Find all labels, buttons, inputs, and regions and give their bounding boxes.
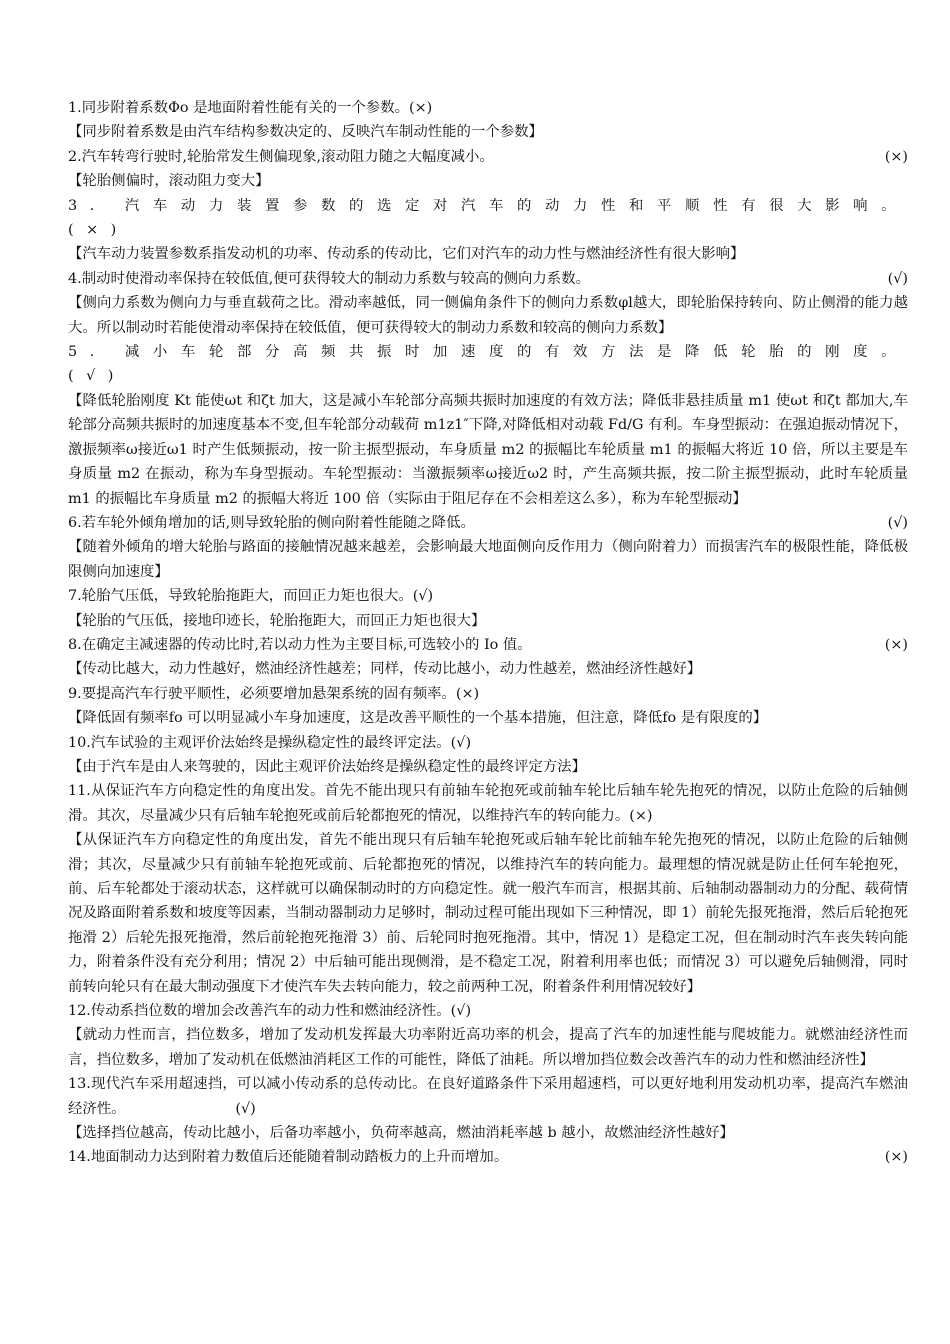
answer-text: 【选择挡位越高，传动比越小，后备功率越小，负荷率越高，燃油消耗率越 b 越小，故燃油经济性越好】 <box>68 1125 734 1142</box>
answer-text: 【由于汽车是由人来驾驶的，因此主观评价法始终是操纵稳定性的最终评定方法】 <box>68 758 587 775</box>
item-12 <box>68 999 908 1072</box>
item-3 <box>68 194 908 267</box>
answer-text: 【从保证汽车方向稳定性的角度出发，首先不能出现只有后轴车轮抱死或后轴车轮比前轴车轮先抱死的情况，以防止危险的后轴侧滑；其次，尽量减少只有前轴车轮抱死或前、后轮都抱死的情况，以维持汽车的转向能力。最理想的情况就是防止任何车轮抱死，前、后车轮都处于滚动状态，这样就可以确保制动时的方向稳定性。就一般汽车而言，根据其前、后轴制动器制动力的分配、载荷情况及路面附着系数和坡度等因素，当制动器制动力足够时，制动过程可能出现如下三种情况，即 1）前轮先报死拖滑，然后后轮抱死拖滑 2）后轮先报死拖滑，然后前轮抱死拖滑 3）前、后轮同时抱死拖滑。其中，情况 1）是稳定工况，但在制动时汽车丧失转向能力，附着条件没有充分利用；情况 2）中后轴可能出现侧滑，是不稳定工况，附着利用率也低；而情况 3）可以避免后轴侧滑，同时前转向轮只有在最大制动强度下才使汽车失去转向能力，较之前两种工况，附着条件利用情况较好】 <box>68 832 908 995</box>
question-text: 13.现代汽车采用超速挡，可以减小传动系的总传动比。在良好道路条件下采用超速档，可以更好地利用发动机功率，提高汽车燃油经济性。 (√) <box>68 1076 908 1117</box>
item-1 <box>68 96 908 145</box>
question-text: 3. 汽车动力装置参数的选定对汽车的动力性和平顺性有很大影响。(×) <box>68 197 908 239</box>
document-page <box>68 96 908 1170</box>
question-text: 8.在确定主减速器的传动比时,若以动力性为主要目标,可选较小的 Io 值。 <box>68 636 532 653</box>
answer-text: 【随着外倾角的增大轮胎与路面的接触情况越来越差，会影响最大地面侧向反作用力（侧向附着力）而损害汽车的极限性能，降低极限侧向加速度】 <box>68 539 908 580</box>
question-line <box>68 267 908 291</box>
item-8 <box>68 633 908 682</box>
item-11 <box>68 779 908 999</box>
answer-text: 【降低轮胎刚度 Kt 能使ωt 和ζt 加大，这是减小车轮部分高频共振时加速度的有效方法；降低非悬挂质量 m1 使ωt 和ζt 都加大,车轮部分高频共振时的加速度基本不变,但车轮部分动载荷 m1z1″下降,对降低相对动载 Fd/G 有利。车身型振动：在强迫振动情况下，激振频率ω接近ω1 时产生低频振动，按一阶主振型振动，车身质量 m2 的振幅比车轮质量 m1 的振幅大将近 10 倍，所以主要是车身质量 m2 在振动，称为车身型振动。车轮型振动：当激振频率ω接近ω2 时，产生高频共振，按二阶主振型振动，此时车轮质量 m1 的振幅比车身质量 m2 的振幅大将近 100 倍（实际由于阻尼存在不会相差这么多），称为车轮型振动】 <box>68 392 908 507</box>
answer-text: 【降低固有频率fo 可以明显减小车身加速度，这是改善平顺性的一个基本措施，但注意，降低fo 是有限度的】 <box>68 710 768 727</box>
question-text: 11.从保证汽车方向稳定性的角度出发。首先不能出现只有前轴车轮抱死或前轴车轮比后轴车轮先抱死的情况，以防止危险的后轴侧滑。其次，尽量减少只有后轴车轮抱死或前后轮都抱死的情况，以维持汽车的转向能力。(×) <box>68 783 908 824</box>
answer-text: 【汽车动力装置参数系指发动机的功率、传动系的传动比，它们对汽车的动力性与燃油经济性有很大影响】 <box>68 246 745 263</box>
answer-text: 【轮胎的气压低，接地印迹长，轮胎拖距大，而回正力矩也很大】 <box>68 612 486 629</box>
question-text: 4.制动时使滑动率保持在较低值,便可获得较大的制动力系数与较高的侧向力系数。 <box>68 270 590 287</box>
answer-text: 【就动力性而言，挡位数多，增加了发动机发挥最大功率附近高功率的机会，提高了汽车的加速性能与爬坡能力。就燃油经济性而言，挡位数多，增加了发动机在低燃油消耗区工作的可能性，降低了油耗。所以增加挡位数会改善汽车的动力性和燃油经济性】 <box>68 1027 908 1068</box>
question-line <box>68 511 908 535</box>
answer-mark: (√) <box>887 514 908 531</box>
answer-mark: (√) <box>887 270 908 287</box>
item-2 <box>68 145 908 194</box>
item-9 <box>68 682 908 731</box>
item-5 <box>68 340 908 511</box>
question-line <box>68 1145 908 1169</box>
answer-mark: (×) <box>884 148 908 165</box>
answer-text: 【侧向力系数为侧向力与垂直载荷之比。滑动率越低，同一侧偏角条件下的侧向力系数φl越大，即轮胎保持转向、防止侧滑的能力越大。所以制动时若能使滑动率保持在较低值，便可获得较大的制动力系数和较高的侧向力系数】 <box>68 295 908 336</box>
answer-text: 【轮胎侧偏时，滚动阻力变大】 <box>68 173 270 190</box>
item-6 <box>68 511 908 584</box>
question-text: 12.传动系挡位数的增加会改善汽车的动力性和燃油经济性。(√) <box>68 1003 472 1020</box>
answer-mark: (×) <box>884 636 908 653</box>
question-text: 1.同步附着系数Φo 是地面附着性能有关的一个参数。(×) <box>68 100 433 116</box>
question-text: 10.汽车试验的主观评价法始终是操纵稳定性的最终评定法。(√) <box>68 734 472 751</box>
question-text: 2.汽车转弯行驶时,轮胎常发生侧偏现象,滚动阻力随之大幅度减小。 <box>68 148 494 165</box>
question-line <box>68 633 908 657</box>
question-text: 5. 减小车轮部分高频共振时加速度的有效方法是降低轮胎的刚度。(√) <box>68 344 908 385</box>
question-line <box>68 145 908 169</box>
answer-text: 【传动比越大，动力性越好，燃油经济性越差；同样，传动比越小，动力性越差，燃油经济性越好】 <box>68 661 702 678</box>
question-text: 7.轮胎气压低，导致轮胎拖距大，而回正力矩也很大。(√) <box>68 588 434 605</box>
item-4 <box>68 267 908 340</box>
question-text: 9.要提高汽车行驶平顺性，必须要增加悬架系统的固有频率。(×) <box>68 685 480 702</box>
answer-text: 【同步附着系数是由汽车结构参数决定的、反映汽车制动性能的一个参数】 <box>68 124 543 141</box>
question-text: 14.地面制动力达到附着力数值后还能随着制动踏板力的上升而增加。 <box>68 1149 509 1166</box>
question-text: 6.若车轮外倾角增加的话,则导致轮胎的侧向附着性能随之降低。 <box>68 514 475 531</box>
answer-mark: (×) <box>884 1149 908 1166</box>
item-13 <box>68 1072 908 1145</box>
item-7 <box>68 584 908 633</box>
item-14 <box>68 1145 908 1169</box>
item-10 <box>68 731 908 780</box>
